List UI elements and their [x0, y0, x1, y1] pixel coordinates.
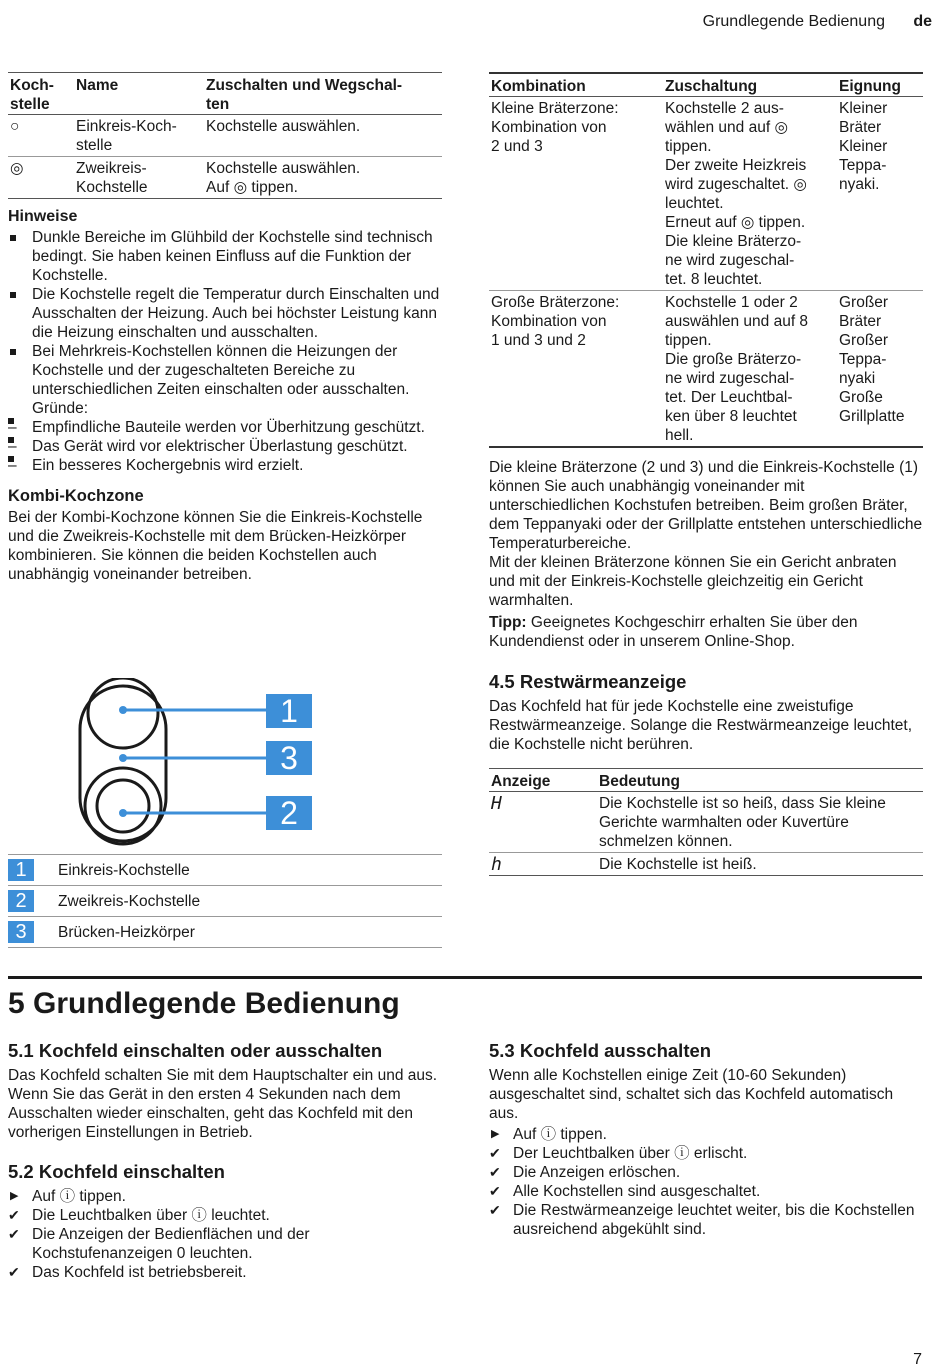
dual-circuit-inner-ring: [97, 780, 149, 832]
left-column-bottom: [8, 1041, 442, 1282]
action-arrow-icon: ▶: [10, 1190, 19, 1202]
diagram-legend: [8, 854, 442, 948]
step-text: Die Leuchtbalken über ⓘ leuchtet.: [32, 1207, 270, 1224]
list-item: Dunkle Bereiche im Glühbild der Kochstelle sind technisch bedingt. Sie haben keinen Einfluss auf die Funktion der Kochstelle.: [8, 228, 442, 285]
left-column: [8, 72, 442, 584]
table-cell: Kochstelle 1 oder 2 auswählen und auf 8 tippen. Die große Bräterzo- ne wird zugeschal- tet. Der Leuchtbal- ken über 8 leuchtet hell.: [665, 294, 809, 444]
paragraph: Die kleine Bräterzone (2 und 3) und die Einkreis-Kochstelle (1) können Sie auch unabhängig voneinander mit unterschiedlichen Kochstufen betreiben. Beim großen Bräter, dem Teppanyaki oder der Grillplatte entstehen unterschiedliche Temperaturbereiche.: [489, 459, 923, 552]
legend-number: 3: [8, 921, 34, 943]
table-header: Zuschalten und Wegschal- ten: [204, 73, 442, 115]
legend-number: 1: [8, 859, 34, 881]
legend-number: 2: [8, 890, 34, 912]
notes-list: [8, 228, 442, 475]
check-icon: ✔: [489, 1202, 501, 1218]
section-heading-5-3: 5.3 Kochfeld ausschalten: [489, 1040, 712, 1061]
running-header-title: Grundlegende Bedienung: [702, 13, 885, 30]
table-cell: Einkreis-Koch- stelle: [76, 118, 177, 154]
table-cell: Kochstelle auswählen.: [206, 118, 361, 135]
action-step: [489, 1125, 923, 1144]
chapter-title: 5 Grundlegende Bedienung: [8, 987, 400, 1020]
result-step: [489, 1163, 923, 1182]
step-text: Alle Kochstellen sind ausgeschaltet.: [513, 1183, 761, 1200]
step-text: Die Anzeigen der Bedienflächen und der Kochstufenanzeigen 0 leuchten.: [32, 1226, 310, 1262]
table-row: [489, 97, 923, 291]
paragraph: Das Kochfeld hat für jede Kochstelle eine zweistufige Restwärmeanzeige. Solange die Restwärmeanzeige leuchtet, die Kochstelle nicht berühren.: [489, 698, 913, 753]
paragraph: Wenn Sie das Gerät in den ersten 4 Sekunden nach dem Ausschalten wieder einschalten, geht das Kochfeld mit den vorherigen Einstellungen in Betrieb.: [8, 1086, 413, 1141]
kombi-text: Bei der Kombi-Kochzone können Sie die Einkreis-Kochstelle und die Zweikreis-Kochstelle mit dem Brücken-Heizkörper kombinieren. Sie können die beiden Kochstellen auch unabhängig voneinander betreiben.: [8, 509, 423, 583]
diagram-label-3: 3: [266, 741, 312, 775]
table-header: Zuschaltung: [663, 73, 837, 97]
hob-zones-illustration: [8, 678, 442, 848]
table-cell: Kleiner Bräter Kleiner Teppa- nyaki.: [839, 100, 888, 193]
chapter-rule: [8, 976, 922, 979]
kombi-heading: Kombi-Kochzone: [8, 487, 144, 505]
table-cell: Kochstelle 2 aus- wählen und auf ◎ tippen. Der zweite Heizkreis wird zugeschaltet. ◎ leuchtet. Erneut auf ◎ tippen. Die kleine Bräterzo- ne wird zugeschal- tet. 8 leuchtet.: [665, 100, 807, 288]
check-icon: ✔: [8, 1264, 20, 1280]
table-cell: Kleine Bräterzone: Kombination von 2 und 3: [491, 100, 619, 155]
paragraph: Mit der kleinen Bräterzone können Sie ein Gericht anbraten und mit der Einkreis-Kochstelle gleichzeitig ein Gericht warmhalten.: [489, 554, 897, 609]
steps-list: [489, 1125, 923, 1239]
tip-text: Geeignetes Kochgeschirr erhalten Sie über den Kundendienst oder in unserem Online-Shop.: [489, 614, 858, 650]
list-item: – Das Gerät wird vor elektrischer Überlastung geschützt.: [8, 437, 442, 456]
hob-type-table: [8, 72, 442, 199]
table-header: Name: [74, 73, 204, 115]
result-step: [489, 1144, 923, 1163]
single-circuit-icon: ○: [10, 118, 20, 135]
result-step: [489, 1201, 923, 1239]
dual-circuit-icon: ◎: [10, 160, 24, 177]
notes-heading: Hinweise: [8, 208, 78, 225]
steps-list: [8, 1187, 442, 1282]
step-text: Der Leuchtbalken über ⓘ erlischt.: [513, 1145, 748, 1162]
result-step: [489, 1182, 923, 1201]
legend-row: [8, 917, 442, 948]
list-item: [8, 342, 442, 475]
table-header: Eignung: [837, 73, 923, 97]
residual-heat-table: [489, 768, 923, 876]
list-item: – Ein besseres Kochergebnis wird erzielt.: [8, 456, 442, 475]
tip-paragraph: [489, 613, 923, 651]
check-icon: ✔: [8, 1207, 20, 1223]
right-column-bottom: [489, 1041, 923, 1239]
step-text: Das Kochfeld ist betriebsbereit.: [32, 1264, 247, 1281]
kombi-diagram: [8, 678, 442, 848]
table-header: Bedeutung: [597, 769, 923, 792]
table-header: Anzeige: [489, 769, 597, 792]
table-cell: Große Bräterzone: Kombination von 1 und 3 und 2: [491, 294, 620, 349]
check-icon: ✔: [8, 1226, 20, 1242]
legend-label: Einkreis-Kochstelle: [58, 861, 190, 879]
section-heading-5-2: 5.2 Kochfeld einschalten: [8, 1161, 225, 1182]
residual-heat-low-icon: h: [491, 854, 502, 875]
page-number: 7: [913, 1351, 922, 1368]
reasons-label: Gründe:: [32, 400, 89, 417]
action-step: [8, 1187, 442, 1206]
result-step: [8, 1225, 442, 1263]
table-cell: Die Kochstelle ist so heiß, dass Sie kleine Gerichte warmhalten oder Kuvertüre schmelzen können.: [599, 795, 886, 850]
tip-label: Tipp:: [489, 614, 527, 631]
table-cell: Kochstelle auswählen. Auf ◎ tippen.: [206, 160, 361, 196]
result-step: [8, 1206, 442, 1225]
table-cell: Großer Bräter Großer Teppa- nyaki Große Grillplatte: [839, 294, 905, 425]
table-row: [8, 157, 442, 199]
check-icon: ✔: [489, 1145, 501, 1161]
callout-dot: [119, 706, 127, 714]
step-text: Auf ⓘ tippen.: [513, 1126, 607, 1143]
table-row: [8, 115, 442, 157]
table-cell: Die Kochstelle ist heiß.: [599, 856, 757, 873]
legend-label: Brücken-Heizkörper: [58, 923, 195, 941]
table-header: Koch- stelle: [8, 73, 74, 115]
step-text: Die Restwärmeanzeige leuchtet weiter, bis die Kochstellen ausreichend abgekühlt sind.: [513, 1202, 915, 1238]
list-item: – Empfindliche Bauteile werden vor Überhitzung geschützt.: [8, 418, 442, 437]
list-item: Die Kochstelle regelt die Temperatur durch Einschalten und Ausschalten der Heizung. Auch bei höchster Leistung kann die Heizung einschalten und ausschalten.: [8, 285, 442, 342]
table-row: [489, 291, 923, 448]
legend-label: Zweikreis-Kochstelle: [58, 892, 201, 910]
list-item-text: Bei Mehrkreis-Kochstellen können die Heizungen der Kochstelle und der zugeschalteten Bereiche zu unterschiedlichen Zeiten einschalten oder ausschalten.: [32, 343, 410, 398]
section-heading-5-1: 5.1 Kochfeld einschalten oder ausschalten: [8, 1040, 383, 1061]
diagram-label-1: 1: [266, 694, 312, 728]
action-arrow-icon: ▶: [491, 1128, 500, 1140]
callout-dot: [119, 809, 127, 817]
step-text: Auf ⓘ tippen.: [32, 1188, 126, 1205]
table-header: Kombination: [489, 73, 663, 97]
residual-heat-high-icon: H: [491, 793, 502, 814]
step-text: Die Anzeigen erlöschen.: [513, 1164, 681, 1181]
legend-row: [8, 855, 442, 886]
paragraph: Das Kochfeld schalten Sie mit dem Hauptschalter ein und aus.: [8, 1067, 438, 1084]
reasons-list: [8, 418, 442, 475]
running-header-lang: de: [913, 13, 932, 30]
check-icon: ✔: [489, 1183, 501, 1199]
table-cell: Zweikreis- Kochstelle: [76, 160, 148, 196]
check-icon: ✔: [489, 1164, 501, 1180]
legend-row: [8, 886, 442, 917]
result-step: [8, 1263, 442, 1282]
diagram-label-2: 2: [266, 796, 312, 830]
table-row: [489, 792, 923, 853]
section-heading-4-5: 4.5 Restwärmeanzeige: [489, 671, 687, 692]
callout-dot: [119, 754, 127, 762]
paragraph: Wenn alle Kochstellen einige Zeit (10-60 Sekunden) ausgeschaltet sind, schaltet sich das Kochfeld automatisch aus.: [489, 1067, 894, 1122]
combination-table: [489, 72, 923, 448]
right-column: [489, 72, 923, 876]
table-row: [489, 853, 923, 876]
